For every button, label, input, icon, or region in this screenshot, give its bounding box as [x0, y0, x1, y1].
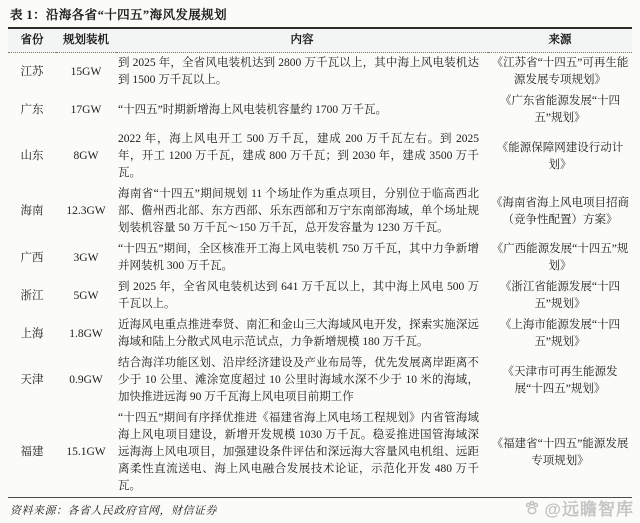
capacity-cell: 5GW — [73, 289, 99, 302]
content-cell: “十四五”期间，全区核准开工海上风电装机 750 万千瓦，其中力争新增并网装机 300 万千瓦。 — [118, 243, 479, 272]
header-cell-province: 省份 — [20, 34, 44, 46]
table-row — [8, 315, 632, 353]
province-cell: 上海 — [20, 327, 44, 340]
source-cell: 《江苏省“十四五”可再生能源发展专项规划》 — [491, 57, 629, 86]
province-cell: 山东 — [20, 150, 44, 162]
header-row — [8, 28, 632, 53]
content-cell: 近海风电重点推进奉贤、南汇和金山三大海域风电开发，探索实施深远海域和陆上分散式风电示范试点，力争新增规模 180 万千瓦。 — [118, 319, 479, 348]
content-cell: 到 2025 年，全省风电装机达到 2800 万千瓦以上，其中海上风电装机达到 1500 万千瓦以上。 — [118, 57, 479, 86]
source-cell: 《天津市可再生能源发展“十四五”规划》 — [502, 365, 618, 395]
source-cell: 《海南省海上风电项目招商（竞争性配置）方案》 — [491, 196, 629, 226]
capacity-cell: 0.9GW — [69, 374, 103, 386]
province-cell: 广西 — [20, 251, 44, 264]
source-cell: 《能源保障网建设行动计划》 — [496, 141, 624, 171]
capacity-cell: 15GW — [70, 65, 102, 78]
table-row — [8, 277, 632, 315]
page-title: 表 1：沿海各省“十四五”海风发展规划 — [10, 8, 227, 22]
table-row — [8, 408, 632, 498]
header-cell-source: 来源 — [548, 34, 572, 46]
province-cell: 天津 — [20, 374, 44, 386]
content-cell: “十四五”时期新增海上风电装机容量约 1700 万千瓦。 — [118, 103, 387, 116]
province-cell: 江苏 — [20, 65, 44, 78]
watermark — [523, 495, 634, 520]
watermark-text: @远瞻智库 — [544, 500, 634, 519]
table-row — [8, 353, 632, 408]
capacity-cell: 8GW — [73, 150, 99, 162]
content-cell: 海南省“十四五”期间规划 11 个场址作为重点项目，分别位于临高西北部、儋州西北部、东方西部、乐东西部和万宁东南部海域，单个场址规划装机容量 50 万千瓦～150 万千瓦，总开发容量为 1230 万千瓦。 — [118, 188, 479, 234]
capacity-cell: 12.3GW — [66, 205, 106, 217]
province-cell: 广东 — [20, 103, 44, 116]
table-row — [8, 53, 632, 92]
source-cell: 《福建省“十四五”能源发展专项规划》 — [491, 437, 629, 467]
content-cell: “十四五”期间有序择优推进《福建省海上风电场工程规划》内省管海域海上风电项目建设，新增开发规模 1030 万千瓦。稳妥推进国管海域深远海海上风电项目，加强建设条件评估和深远海大容量风电机组、远距离柔性直流送电、海上风电融合发展技术论证，示范化开发 480 万千瓦。 — [118, 412, 479, 492]
table-row — [8, 239, 632, 277]
paw-icon — [523, 499, 541, 517]
capacity-cell: 17GW — [70, 103, 102, 116]
source-cell: 《浙江省能源发展“十四五”规划》 — [499, 281, 621, 310]
capacity-cell: 3GW — [73, 251, 99, 264]
table-row — [8, 184, 632, 239]
content-cell: 到 2025 年，全省风电装机达到 641 万千瓦以上，其中海上风电 500 万千瓦以上。 — [118, 281, 479, 310]
province-cell: 浙江 — [20, 289, 44, 302]
content-cell: 结合海洋功能区划、沿岸经济建设及产业布局等，优先发展离岸距离不少于 10 公里、滩涂宽度超过 10 公里时海域水深不少于 10 米的海域，加快推进远海 90 万千瓦海上风电项目前期工作 — [118, 357, 479, 403]
source-cell: 《广西能源发展“十四五”规划》 — [491, 243, 629, 272]
capacity-cell: 15.1GW — [66, 446, 106, 458]
province-cell: 福建 — [20, 446, 44, 458]
capacity-cell: 1.8GW — [69, 327, 103, 340]
header-cell-content: 内容 — [290, 34, 314, 46]
source-note: 资料来源：各省人民政府官网，财信证券 — [10, 505, 217, 517]
offshore-wind-plan-table — [8, 27, 632, 498]
source-cell: 《上海市能源发展“十四五”规划》 — [499, 319, 621, 348]
province-cell: 海南 — [20, 205, 44, 217]
table-row — [8, 91, 632, 129]
header-cell-capacity: 规划装机 — [63, 34, 109, 46]
content-cell: 2022 年，海上风电开工 500 万千瓦，建成 200 万千瓦左右。到 2025 年，开工 1200 万千瓦，建成 800 万千瓦；到 2030 年，建成 3500 万千瓦。 — [118, 133, 479, 179]
table-row — [8, 129, 632, 184]
source-cell: 《广东省能源发展“十四五”规划》 — [499, 95, 621, 124]
